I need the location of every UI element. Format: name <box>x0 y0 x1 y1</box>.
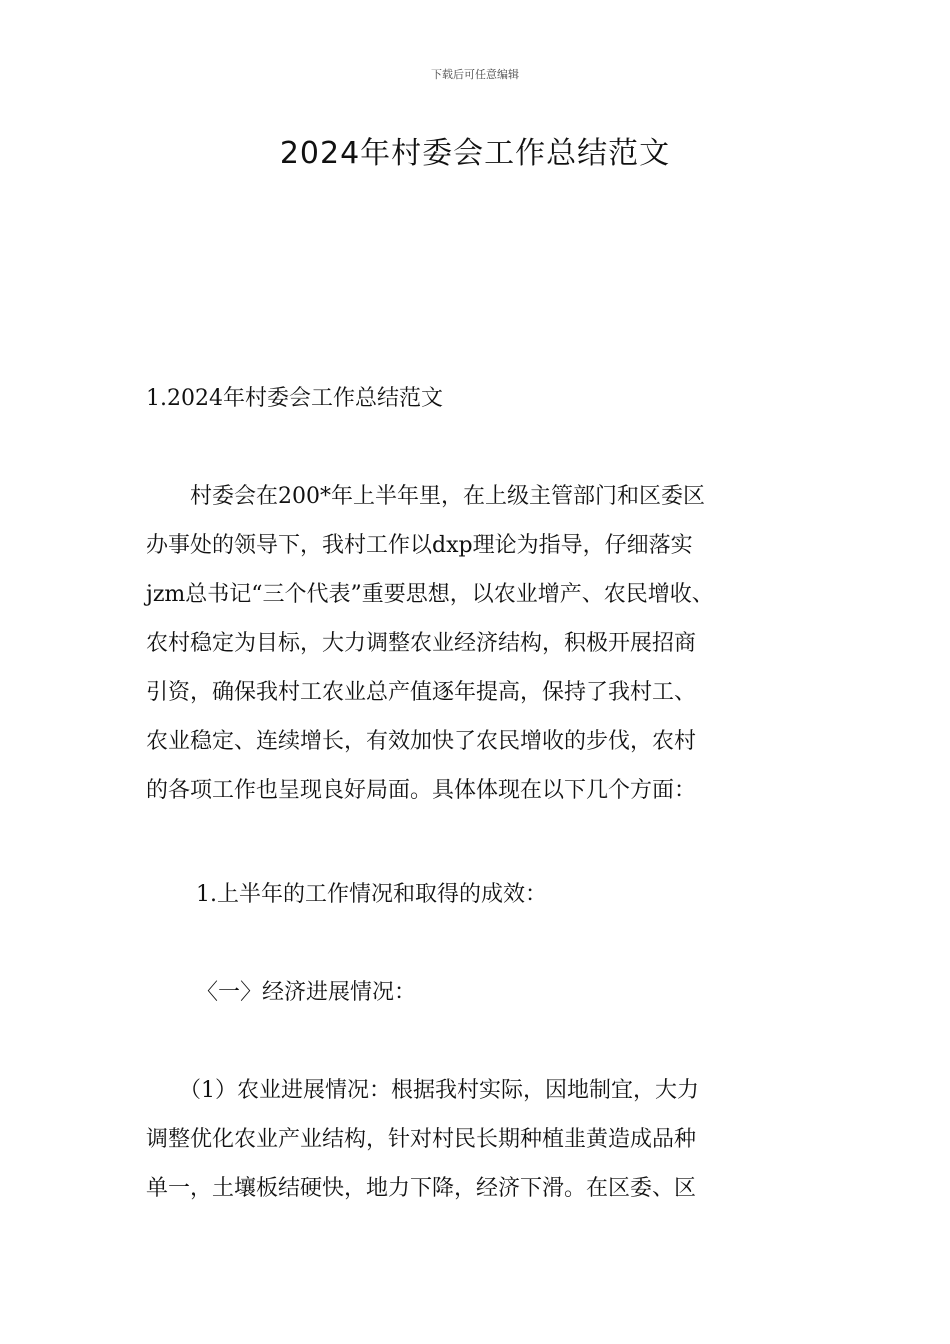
paragraph-line: 村委会在200*年上半年里，在上级主管部门和区委区 <box>146 484 705 509</box>
paragraph-line: （1）农业进展情况：根据我村实际，因地制宜，大力 <box>146 1078 699 1103</box>
paragraph-line: 单一，土壤板结硬快，地力下降，经济下滑。在区委、区 <box>146 1176 697 1201</box>
subheading-work-results: 1.上半年的工作情况和取得的成效： <box>196 882 547 907</box>
paragraph-line: 引资，确保我村工农业总产值逐年提高，保持了我村工、 <box>146 680 697 705</box>
subheading-economic-progress: 〈一〉经济进展情况： <box>196 980 417 1005</box>
intro-paragraph <box>146 472 826 815</box>
paragraph-line: 的各项工作也呈现良好局面。具体体现在以下几个方面： <box>146 778 697 803</box>
paragraph-line: jzm总书记“三个代表”重要思想，以农业增产、农民增收、 <box>146 582 714 607</box>
agriculture-paragraph <box>146 1066 826 1213</box>
section-heading: 1.2024年村委会工作总结范文 <box>146 386 443 411</box>
paragraph-line: 办事处的领导下，我村工作以dxp理论为指导，仔细落实 <box>146 533 693 558</box>
paragraph-line: 调整优化农业产业结构，针对村民长期种植韭黄造成品种 <box>146 1127 697 1152</box>
header-note: 下载后可任意编辑 <box>431 68 519 81</box>
paragraph-line: 农村稳定为目标，大力调整农业经济结构，积极开展招商 <box>146 631 697 656</box>
document-title: 2024年村委会工作总结范文 <box>279 136 671 171</box>
paragraph-line: 农业稳定、连续增长，有效加快了农民增收的步伐，农村 <box>146 729 697 754</box>
